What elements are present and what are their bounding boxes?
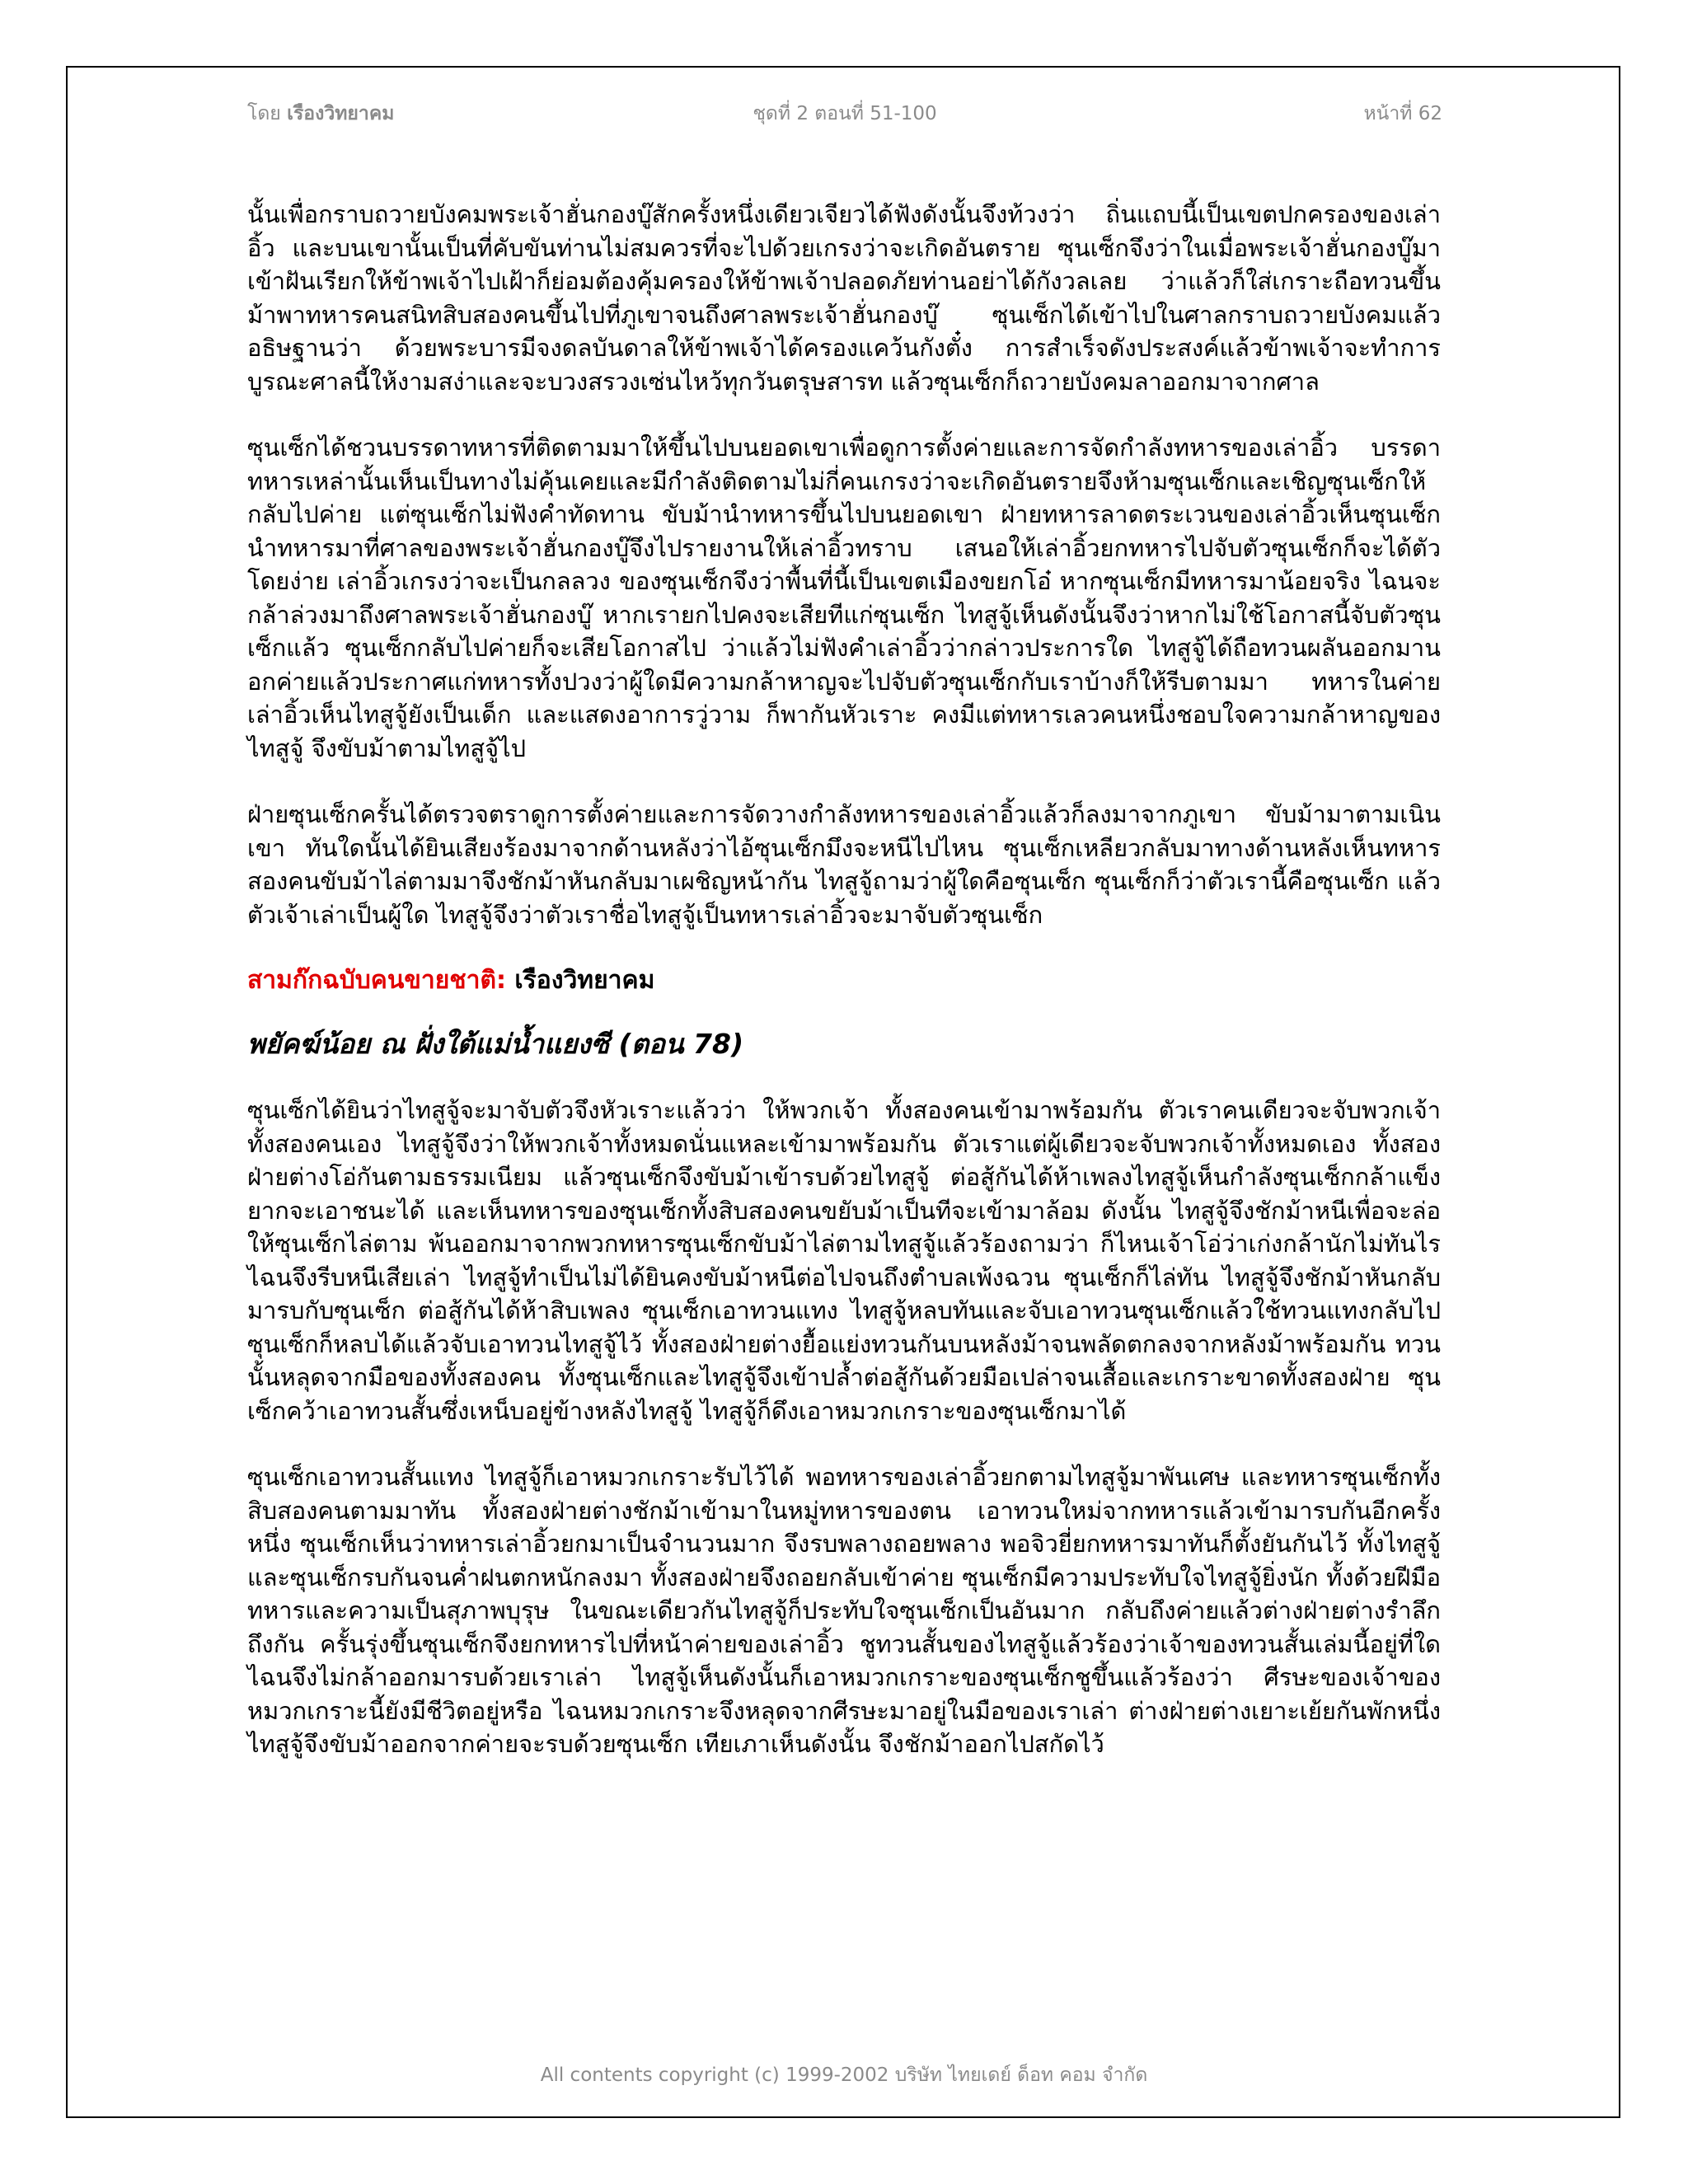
page-header [247, 99, 1442, 129]
header-page-number: หน้าที่ 62 [1363, 103, 1442, 124]
article-body [247, 198, 1441, 1794]
chapter-subtitle: พยัคฆ์น้อย ณ ฝั่งใต้แม่น้ำแยงซี (ตอน 78) [247, 1027, 744, 1060]
paragraph: นั้นเพื่อกราบถวายบังคมพระเจ้าฮั่นกองบู๊สักครั้งหนึ่งเดียวเจียวได้ฟังดังนั้นจึงท้วงว่า ถิ่นแถบนี้เป็นเขตปกครองของเล่าอิ้ว และบนเขานั้นเป็นที่คับขันท่านไม่สมควรที่จะไปด้วยเกรงว่าจะเกิดอันตราย ซุนเซ็กจึงว่าในเมื่อพระเจ้าฮั่นกองบู๊มาเข้าฝันเรียกให้ข้าพเจ้าไปเฝ้าก็ย่อมต้องคุ้มครองให้ข้าพเจ้าปลอดภัยท่านอย่าได้กังวลเลย ว่าแล้วก็ใส่เกราะถือทวนขึ้นม้าพาทหารคนสนิทสิบสองคนขึ้นไปที่ภูเขาจนถึงศาลพระเจ้าฮั่นกองบู๊ ซุนเซ็กได้เข้าไปในศาลกราบถวายบังคมแล้วอธิษฐานว่า ด้วยพระบารมีจงดลบันดาลให้ข้าพเจ้าได้ครองแคว้นกังตั๋ง การสำเร็จดังประสงค์แล้วข้าพเจ้าจะทำการบูรณะศาลนี้ให้งามสง่าและจะบวงสรวงเซ่นไหว้ทุกวันตรุษสารท แล้วซุนเซ็กก็ถวายบังคมลาออกมาจากศาล [247, 200, 1441, 396]
paragraph: ซุนเซ็กได้ชวนบรรดาทหารที่ติดตามมาให้ขึ้นไปบนยอดเขาเพื่อดูการตั้งค่ายและการจัดกำลังทหารของเล่าอิ้ว บรรดาทหารเหล่านั้นเห็นเป็นทางไม่คุ้นเคยและมีกำลังติดตามไม่กี่คนเกรงว่าจะเกิดอันตรายจึงห้ามซุนเซ็กและเชิญซุนเซ็กให้กลับไปค่าย แต่ซุนเซ็กไม่ฟังคำทัดทาน ขับม้านำทหารขึ้นไปบนยอดเขา ฝ่ายทหารลาดตระเวนของเล่าอิ้วเห็นซุนเซ็กนำทหารมาที่ศาลของพระเจ้าฮั่นกองบู๊จึงไปรายงานให้เล่าอิ้วทราบ เสนอให้เล่าอิ้วยกทหารไปจับตัวซุนเซ็กก็จะได้ตัวโดยง่าย เล่าอิ้วเกรงว่าจะเป็นกลลวง ของซุนเซ็กจึงว่าพื้นที่นี้เป็นเขตเมืองขยกโอ๋ หากซุนเซ็กมีทหารมาน้อยจริง ไฉนจะกล้าล่วงมาถึงศาลพระเจ้าฮั่นกองบู๊ หากเรายกไปคงจะเสียทีแก่ซุนเซ็ก ไทสูจู้เห็นดังนั้นจึงว่าหากไม่ใช้โอกาสนี้จับตัวซุนเซ็กแล้ว ซุนเซ็กกลับไปค่ายก็จะเสียโอกาสไป ว่าแล้วไม่ฟังคำเล่าอิ้วว่ากล่าวประการใด ไทสูจู้ได้ถือทวนผลันออกมานอกค่ายแล้วประกาศแก่ทหารทั้งปวงว่าผู้ใดมีความกล้าหาญจะไปจับตัวซุนเซ็กกับเราบ้างก็ให้รีบตามมา ทหารในค่ายเล่าอิ้วเห็นไทสูจู้ยังเป็นเด็ก และแสดงอาการวู่วาม ก็พากันหัวเราะ คงมีแต่ทหารเลวคนหนึ่งชอบใจความกล้าหาญของไทสูจู้ จึงขับม้าตามไทสูจู้ไป [247, 434, 1441, 762]
author-prefix: โดย [247, 103, 281, 124]
copyright-footer: All contents copyright (c) 1999-2002 บริษัท ไทยเดย์ ด็อท คอม จำกัด [540, 2064, 1148, 2086]
paragraph: ฝ่ายซุนเซ็กครั้นได้ตรวจตราดูการตั้งค่ายและการจัดวางกำลังทหารของเล่าอิ้วแล้วก็ลงมาจากภูเขา ขับม้ามาตามเนินเขา ทันใดนั้นได้ยินเสียงร้องมาจากด้านหลังว่าไอ้ซุนเซ็กมึงจะหนีไปไหน ซุนเซ็กเหลียวกลับมาทางด้านหลังเห็นทหารสองคนขับม้าไล่ตามมาจึงชักม้าหันกลับมาเผชิญหน้ากัน ไทสูจู้ถามว่าผู้ใดคือซุนเซ็ก ซุนเซ็กก็ว่าตัวเรานี้คือซุนเซ็ก แล้วตัวเจ้าเล่าเป็นผู้ใด ไทสูจู้จึงว่าตัวเราชื่อไทสูจู้เป็นทหารเล่าอิ้วจะมาจับตัวซุนเซ็ก [247, 800, 1441, 929]
section-title-author: เรืองวิทยาคม [505, 966, 655, 995]
paragraph: ซุนเซ็กเอาทวนสั้นแทง ไทสูจู้ก็เอาหมวกเกราะรับไว้ได้ พอทหารของเล่าอิ้วยกตามไทสูจู้มาพันเศษ และทหารซุนเซ็กทั้งสิบสองคนตามมาทัน ทั้งสองฝ่ายต่างชักม้าเข้ามาในหมู่ทหารของตน เอาทวนใหม่จากทหารแล้วเข้ามารบกันอีกครั้งหนึ่ง ซุนเซ็กเห็นว่าทหารเล่าอิ้วยกมาเป็นจำนวนมาก จึงรบพลางถอยพลาง พอจิวยี่ยกทหารมาทันก็ตั้งยันกันไว้ ทั้งไทสูจู้และซุนเซ็กรบกันจนค่ำฝนตกหนักลงมา ทั้งสองฝ่ายจึงถอยกลับเข้าค่าย ซุนเซ็กมีความประทับใจไทสูจู้ยิ่งนัก ทั้งด้วยฝีมือทหารและความเป็นสุภาพบุรุษ ในขณะเดียวกันไทสูจู้ก็ประทับใจซุนเซ็กเป็นอันมาก กลับถึงค่ายแล้วต่างฝ่ายต่างรำลึกถึงกัน ครั้นรุ่งขึ้นซุนเซ็กจึงยกทหารไปที่หน้าค่ายของเล่าอิ้ว ชูทวนสั้นของไทสูจู้แล้วร้องว่าเจ้าของทวนสั้นเล่มนี้อยู่ที่ใด ไฉนจึงไม่กล้าออกมารบด้วยเราเล่า ไทสูจู้เห็นดังนั้นก็เอาหมวกเกราะของซุนเซ็กชูขึ้นแล้วร้องว่า ศีรษะของเจ้าของหมวกเกราะนี้ยังมีชีวิตอยู่หรือ ไฉนหมวกเกราะจึงหลุดจากศีรษะมาอยู่ในมือของเราเล่า ต่างฝ่ายต่างเยาะเย้ยกันพักหนึ่ง ไทสูจู้จึงขับม้าออกจากค่ายจะรบด้วยซุนเซ็ก เทียเภาเห็นดังนั้น จึงชักม้าออกไปสกัดไว้ [247, 1463, 1441, 1758]
paragraph: ซุนเซ็กได้ยินว่าไทสูจู้จะมาจับตัวจึงหัวเราะแล้วว่า ให้พวกเจ้า ทั้งสองคนเข้ามาพร้อมกัน ตัวเราคนเดียวจะจับพวกเจ้าทั้งสองคนเอง ไทสูจู้จึงว่าให้พวกเจ้าทั้งหมดนั่นแหละเข้ามาพร้อมกัน ตัวเราแต่ผู้เดียวจะจับพวกเจ้าทั้งหมดเอง ทั้งสองฝ่ายต่างโอ่กันตามธรรมเนียม แล้วซุนเซ็กจึงขับม้าเข้ารบด้วยไทสูจู้ ต่อสู้กันได้ห้าเพลงไทสูจู้เห็นกำลังซุนเซ็กกล้าแข็ง ยากจะเอาชนะได้ และเห็นทหารของซุนเซ็กทั้งสิบสองคนขยับม้าเป็นทีจะเข้ามาล้อม ดังนั้น ไทสูจู้จึงชักม้าหนีเพื่อจะล่อให้ซุนเซ็กไล่ตาม พ้นออกมาจากพวกทหารซุนเซ็กขับม้าไล่ตามไทสูจู้แล้วร้องถามว่า ก็ไหนเจ้าโอ่ว่าเก่งกล้านักไม่ทันไรไฉนจึงรีบหนีเสียเล่า ไทสูจู้ทำเป็นไม่ได้ยินคงขับม้าหนีต่อไปจนถึงตำบลเพ้งฉวน ซุนเซ็กก็ไล่ทัน ไทสูจู้จึงชักม้าหันกลับมารบกับซุนเซ็ก ต่อสู้กันได้ห้าสิบเพลง ซุนเซ็กเอาทวนแทง ไทสูจู้หลบทันและจับเอาทวนซุนเซ็กแล้วใช้ทวนแทงกลับไป ซุนเซ็กก็หลบได้แล้วจับเอาทวนไทสูจู้ไว้ ทั้งสองฝ่ายต่างยื้อแย่งทวนกันบนหลังม้าจนพลัดตกลงจากหลังม้าพร้อมกัน ทวนนั้นหลุดจากมือของทั้งสองคน ทั้งซุนเซ็กและไทสูจู้จึงเข้าปล้ำต่อสู้กันด้วยมือเปล่าจนเสื้อและเกราะขาดทั้งสองฝ่าย ซุนเซ็กคว้าเอาทวนสั้นซึ่งเหน็บอยู่ข้างหลังไทสูจู้ ไทสูจู้ก็ดึงเอาหมวกเกราะของซุนเซ็กมาได้ [247, 1096, 1441, 1425]
section-title-series: สามก๊กฉบับคนขายชาติ: [247, 966, 506, 995]
section-title [247, 964, 1441, 998]
header-series: ชุดที่ 2 ตอนที่ 51-100 [753, 103, 937, 124]
author-name: เรืองวิทยาคม [287, 103, 395, 124]
